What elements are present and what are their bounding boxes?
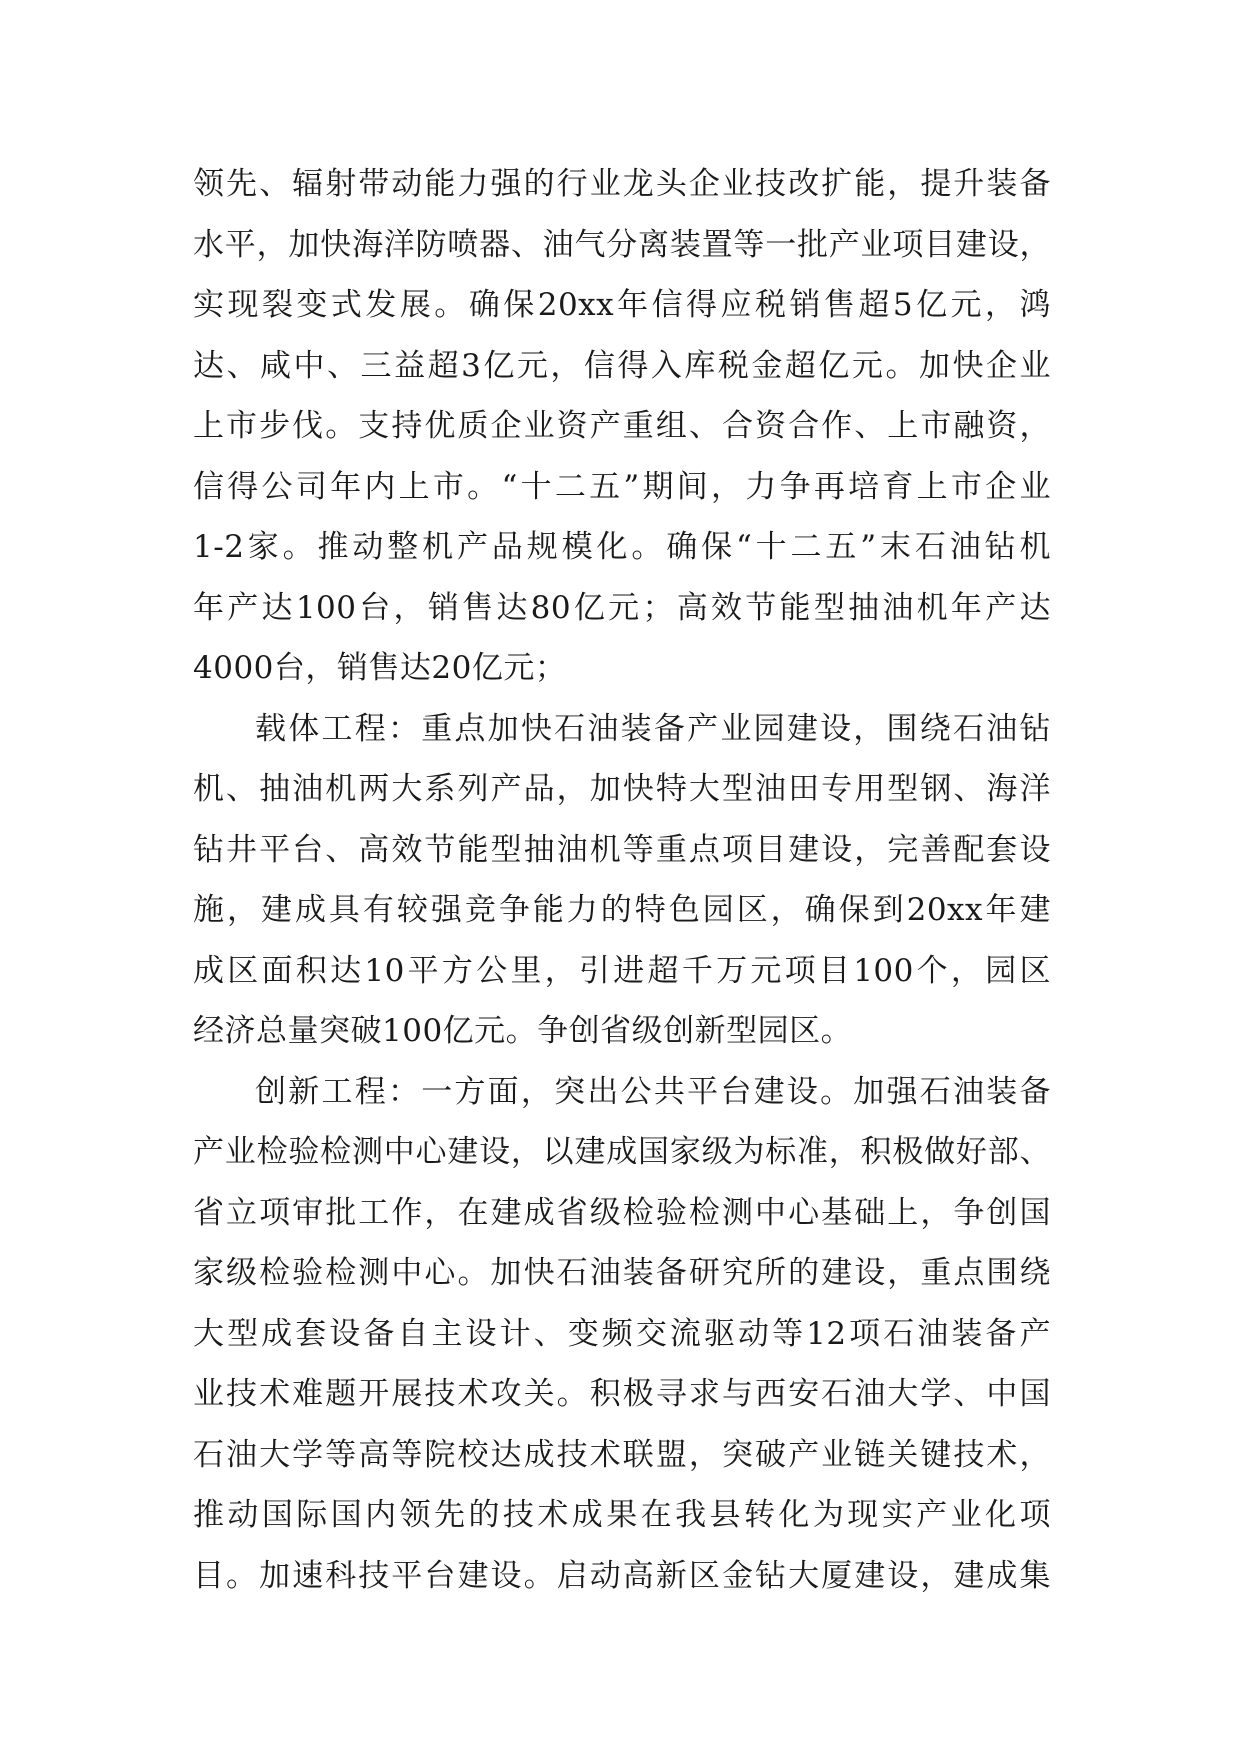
text-line: 大型成套设备自主设计、变频交流驱动等12项石油装备产: [193, 1315, 1051, 1352]
text-line: 石油大学等高等院校达成技术联盟，突破产业链关键技术，: [193, 1436, 1051, 1473]
text-line: 4000台，销售达20亿元；: [193, 650, 567, 686]
text-line: 目。加速科技平台建设。启动高新区金钻大厦建设，建成集: [193, 1557, 1051, 1594]
text-line: 施，建成具有较强竞争能力的特色园区，确保到20xx年建: [193, 892, 1051, 928]
text-line: 实现裂变式发展。确保20xx年信得应税销售超5亿元，鸿: [193, 287, 1051, 323]
document-body: [193, 154, 1051, 1606]
text-line: 年产达100台，销售达80亿元；高效节能型抽油机年产达: [193, 589, 1051, 626]
text-line: 机、抽油机两大系列产品，加快特大型油田专用型钢、海洋: [193, 771, 1051, 807]
text-line: 领先、辐射带动能力强的行业龙头企业技改扩能，提升装备: [193, 166, 1051, 202]
text-line: 1-2家。推动整机产品规模化。确保“十二五”末石油钻机: [193, 529, 1051, 565]
text-line: 钻井平台、高效节能型抽油机等重点项目建设，完善配套设: [193, 831, 1051, 868]
text-line: 信得公司年内上市。“十二五”期间，力争再培育上市企业: [193, 468, 1051, 505]
text-line: 上市步伐。支持优质企业资产重组、合资合作、上市融资，: [193, 408, 1051, 444]
text-line: 载体工程：重点加快石油装备产业园建设，围绕石油钻: [255, 710, 1051, 747]
text-line: 业技术难题开展技术攻关。积极寻求与西安石油大学、中国: [193, 1376, 1051, 1412]
text-line: 达、咸中、三益超3亿元，信得入库税金超亿元。加快企业: [193, 347, 1051, 384]
text-line: 省立项审批工作，在建成省级检验检测中心基础上，争创国: [193, 1194, 1051, 1231]
text-line: 成区面积达10平方公里，引进超千万元项目100个，园区: [193, 952, 1051, 989]
text-line: 水平，加快海洋防喷器、油气分离装置等一批产业项目建设，: [193, 226, 1051, 263]
text-line: 创新工程：一方面，突出公共平台建设。加强石油装备: [255, 1073, 1051, 1110]
text-line: 家级检验检测中心。加快石油装备研究所的建设，重点围绕: [193, 1255, 1051, 1291]
text-line: 经济总量突破100亿元。争创省级创新型园区。: [193, 1013, 853, 1049]
text-line: 推动国际国内领先的技术成果在我县转化为现实产业化项: [193, 1497, 1051, 1533]
text-line: 产业检验检测中心建设，以建成国家级为标准，积极做好部、: [193, 1134, 1051, 1170]
